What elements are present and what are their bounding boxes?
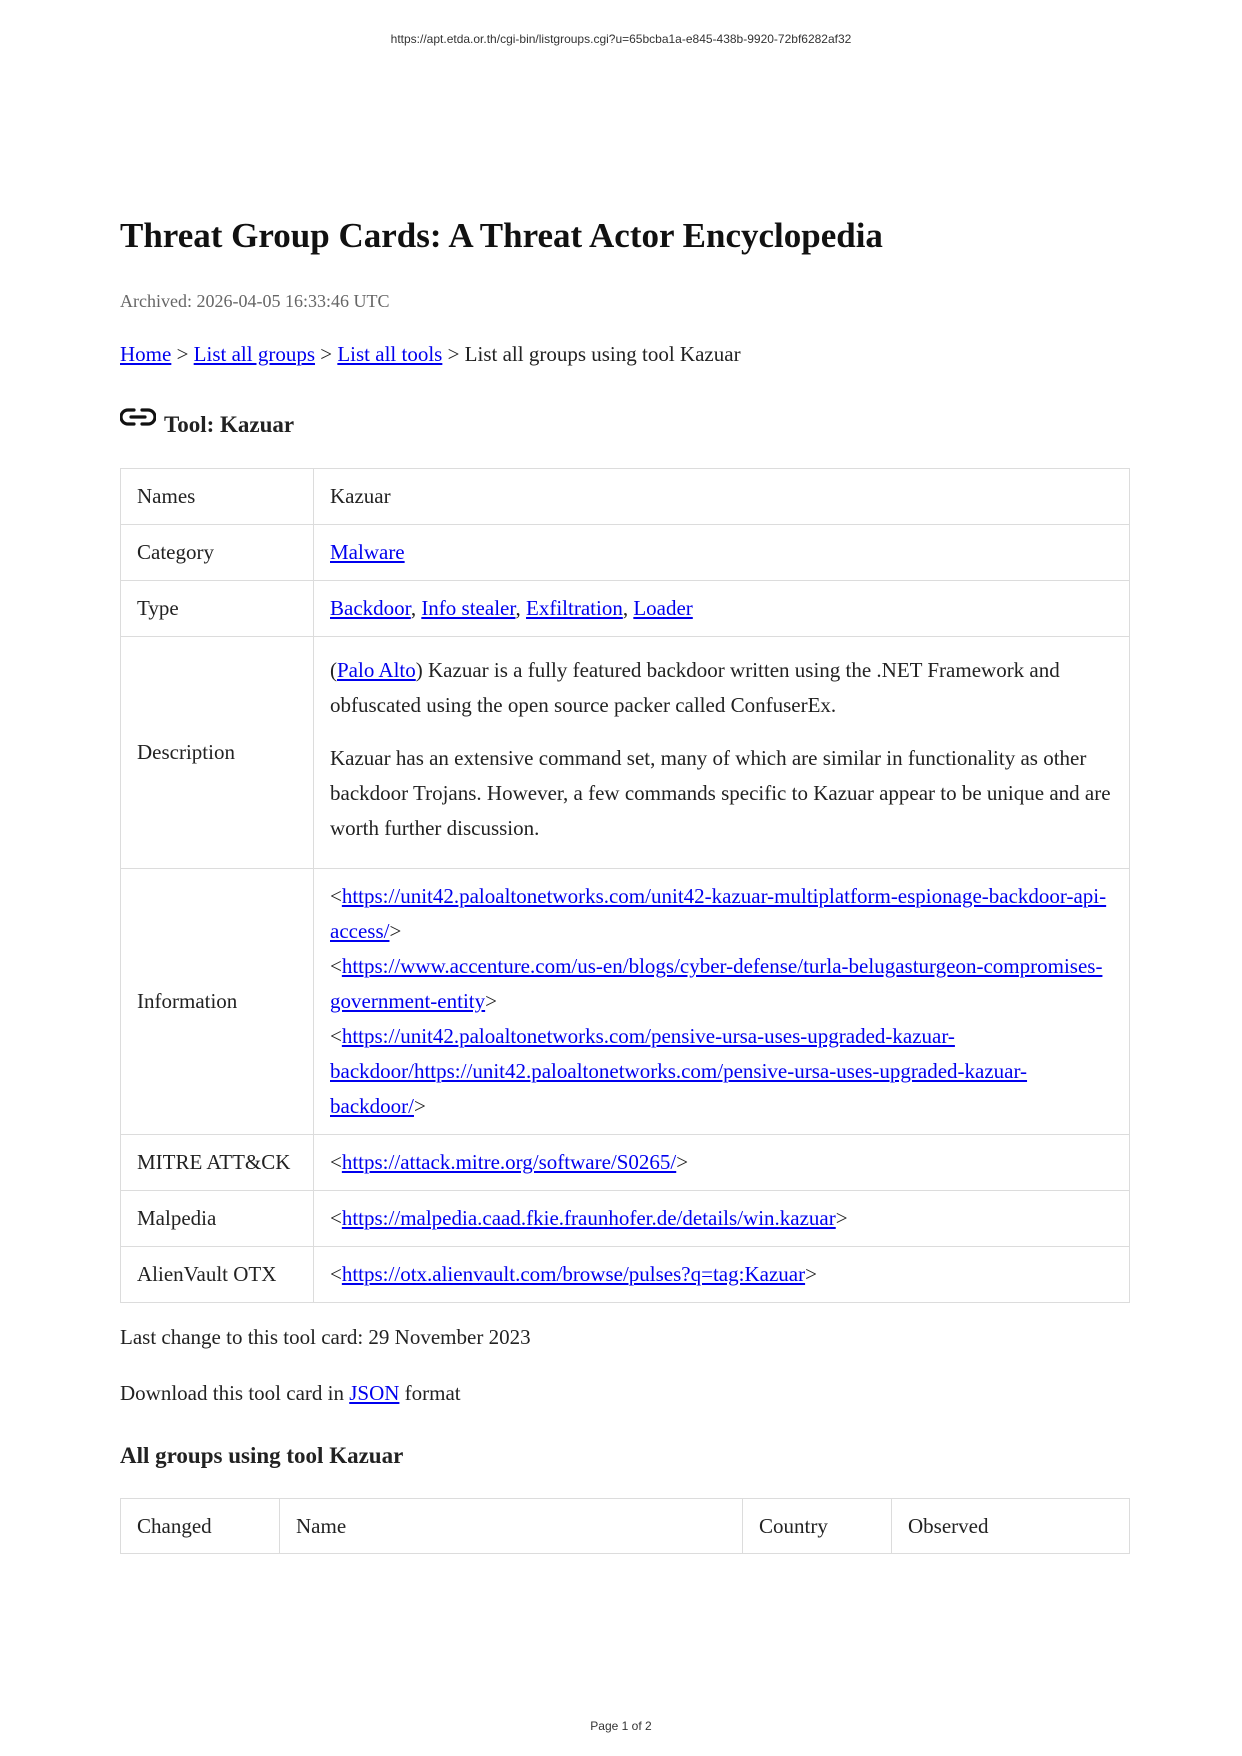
description-paragraph <box>330 653 1113 723</box>
category-link[interactable]: Malware <box>330 540 405 564</box>
information-link[interactable]: https://unit42.paloaltonetworks.com/unit42-kazuar-multiplatform-espionage-backdoor-api-access/ <box>330 884 1107 943</box>
type-separator: , <box>410 596 422 620</box>
breadcrumb-tools-link[interactable]: List all tools <box>337 342 443 366</box>
angle-close: > <box>835 1206 848 1230</box>
column-header-changed[interactable]: Changed <box>121 1499 280 1554</box>
breadcrumb <box>120 339 1130 369</box>
information-item <box>330 1019 1113 1124</box>
page-number: Page 1 of 2 <box>590 1719 652 1733</box>
table-row <box>121 581 1130 637</box>
angle-open: < <box>330 1024 342 1048</box>
type-value <box>314 581 1130 637</box>
otx-label: AlienVault OTX <box>121 1247 314 1303</box>
angle-close: > <box>389 919 402 943</box>
angle-close: > <box>413 1094 426 1118</box>
page-url-header: https://apt.etda.or.th/cgi-bin/listgroups.cgi?u=65bcba1a-e845-438b-9920-72bf6282af32 <box>390 32 852 46</box>
table-row <box>121 869 1130 1135</box>
description-paragraph: Kazuar has an extensive command set, many of which are similar in functionality as other backdoor Trojans. However, a few commands specific to Kazuar appear to be unique and are worth further discussion. <box>330 746 1111 840</box>
tool-heading-text: Tool: Kazuar <box>164 412 295 437</box>
otx-value <box>314 1247 1130 1303</box>
column-header-observed[interactable]: Observed <box>892 1499 1130 1554</box>
mitre-label: MITRE ATT&CK <box>121 1135 314 1191</box>
table-row <box>121 1191 1130 1247</box>
tool-heading <box>120 409 1130 441</box>
description-value <box>314 637 1130 869</box>
table-header-row <box>121 1499 1130 1554</box>
breadcrumb-home-link[interactable]: Home <box>120 342 172 366</box>
information-item <box>330 949 1113 1019</box>
mitre-link[interactable]: https://attack.mitre.org/software/S0265/ <box>341 1150 677 1174</box>
type-link-loader[interactable]: Loader <box>633 596 693 620</box>
angle-open: < <box>330 954 342 978</box>
type-link-info-stealer[interactable]: Info stealer <box>421 596 516 620</box>
archived-timestamp: Archived: 2026-04-05 16:33:46 UTC <box>120 291 390 311</box>
angle-close: > <box>805 1262 817 1286</box>
main-content <box>120 212 1130 1554</box>
table-row <box>121 1135 1130 1191</box>
description-source-link[interactable]: Palo Alto <box>337 658 416 682</box>
page-title: Threat Group Cards: A Threat Actor Encyclopedia <box>120 216 883 255</box>
breadcrumb-separator: > <box>315 342 338 366</box>
type-separator: , <box>515 596 527 620</box>
type-link-exfiltration[interactable]: Exfiltration <box>526 596 623 620</box>
breadcrumb-current: > List all groups using tool Kazuar <box>442 342 741 366</box>
type-link-backdoor[interactable]: Backdoor <box>330 596 411 620</box>
information-value <box>314 869 1130 1135</box>
description-text: ) Kazuar is a fully featured backdoor written using the .NET Framework and obfuscated using the open source packer called ConfuserEx. <box>330 658 1060 717</box>
column-header-name[interactable]: Name <box>280 1499 743 1554</box>
angle-open: < <box>330 1206 342 1230</box>
names-label: Names <box>121 469 314 525</box>
category-value <box>314 525 1130 581</box>
angle-close: > <box>485 989 497 1013</box>
breadcrumb-groups-link[interactable]: List all groups <box>193 342 315 366</box>
groups-table <box>120 1498 1130 1554</box>
information-label: Information <box>121 869 314 1135</box>
link-icon <box>120 406 156 432</box>
angle-open: < <box>330 1262 342 1286</box>
download-suffix: format <box>399 1381 461 1405</box>
malpedia-label: Malpedia <box>121 1191 314 1247</box>
type-label: Type <box>121 581 314 637</box>
otx-link[interactable]: https://otx.alienvault.com/browse/pulses?q=tag:Kazuar <box>341 1262 806 1286</box>
tool-card-table <box>120 468 1130 1303</box>
breadcrumb-separator: > <box>171 342 194 366</box>
angle-open: < <box>330 884 342 908</box>
download-line <box>120 1378 1130 1408</box>
download-json-link[interactable]: JSON <box>349 1381 400 1405</box>
column-header-country[interactable]: Country <box>743 1499 892 1554</box>
last-change-text: Last change to this tool card: 29 November 2023 <box>120 1325 531 1349</box>
table-row <box>121 637 1130 869</box>
type-separator: , <box>622 596 634 620</box>
information-item <box>330 879 1113 949</box>
names-value: Kazuar <box>314 469 1130 525</box>
category-label: Category <box>121 525 314 581</box>
information-link[interactable]: https://www.accenture.com/us-en/blogs/cyber-defense/turla-belugasturgeon-compromises-government-entity <box>330 954 1103 1013</box>
description-paren: ( <box>330 658 337 682</box>
table-row <box>121 1247 1130 1303</box>
table-row <box>121 525 1130 581</box>
table-row <box>121 469 1130 525</box>
malpedia-link[interactable]: https://malpedia.caad.fkie.fraunhofer.de/details/win.kazuar <box>341 1206 836 1230</box>
download-prefix: Download this tool card in <box>120 1381 350 1405</box>
information-link[interactable]: https://unit42.paloaltonetworks.com/pensive-ursa-uses-upgraded-kazuar-backdoor/https://unit42.paloaltonetworks.com/pensive-ursa-uses-upgraded-kazuar-backdoor/ <box>330 1024 1028 1118</box>
angle-close: > <box>676 1150 689 1174</box>
mitre-value <box>314 1135 1130 1191</box>
angle-open: < <box>330 1150 342 1174</box>
groups-section-title: All groups using tool Kazuar <box>120 1443 404 1468</box>
malpedia-value <box>314 1191 1130 1247</box>
description-label: Description <box>121 637 314 869</box>
